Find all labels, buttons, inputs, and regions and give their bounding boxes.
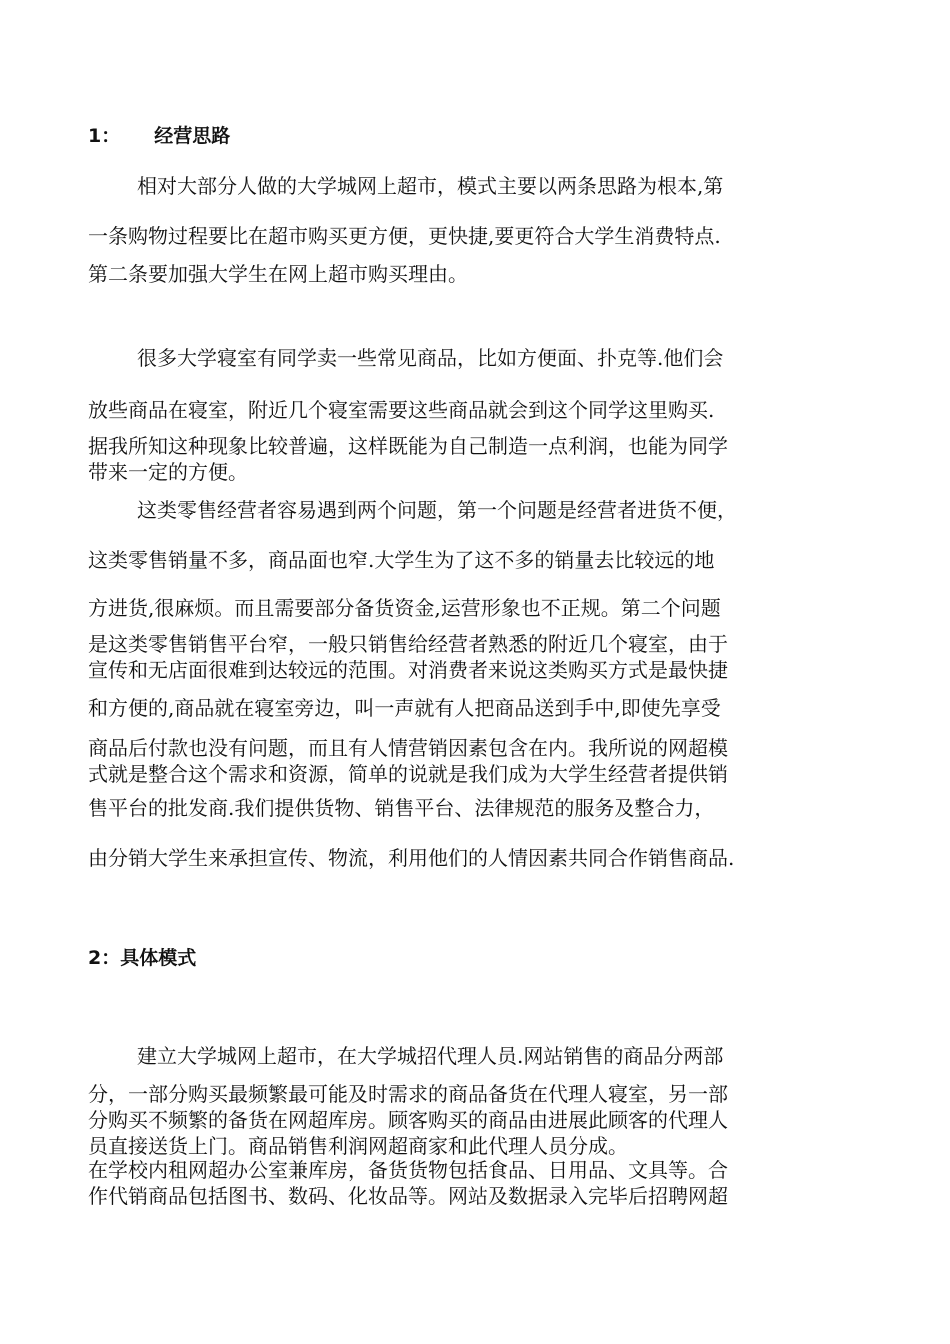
paragraph-line: 方进货,很麻烦。而且需要部分备货资金,运营形象也不正规。第二个问题 [88,596,721,620]
paragraph-line: 在学校内租网超办公室兼库房，备货货物包括食品、日用品、文具等。合 [88,1158,728,1182]
paragraph-line: 员直接送货上门。商品销售利润网超商家和此代理人员分成。 [88,1134,628,1158]
paragraph-line: 由分销大学生来承担宣传、物流，利用他们的人情因素共同合作销售商品. [88,846,735,870]
paragraph-line: 是这类零售销售平台窄，一般只销售给经营者熟悉的附近几个寝室，由于 [88,632,728,656]
paragraph-line: 很多大学寝室有同学卖一些常见商品，比如方便面、扑克等.他们会 [137,346,724,370]
section-1-title: 经营思路 [154,125,231,147]
paragraph-line: 一条购物过程要比在超市购买更方便，更快捷,要更符合大学生消费特点. [88,224,721,248]
paragraph-line: 放些商品在寝室，附近几个寝室需要这些商品就会到这个同学这里购买. [88,398,715,422]
paragraph-line: 带来一定的方便。 [88,460,248,484]
paragraph-line: 第二条要加强大学生在网上超市购买理由。 [88,262,468,286]
paragraph-line: 作代销商品包括图书、数码、化妆品等。网站及数据录入完毕后招聘网超 [88,1184,728,1208]
paragraph-line: 据我所知这种现象比较普遍，这样既能为自己制造一点利润，也能为同学 [88,434,728,458]
paragraph-line: 分购买不频繁的备货在网超库房。顾客购买的商品由进展此顾客的代理人 [88,1108,728,1132]
paragraph-line: 这类零售经营者容易遇到两个问题，第一个问题是经营者进货不便， [137,498,737,522]
paragraph-line: 这类零售销量不多，商品面也窄.大学生为了这不多的销量去比较远的地 [88,548,715,572]
paragraph-line: 宣传和无店面很难到达较远的范围。对消费者来说这类购买方式是最快捷 [88,658,728,682]
paragraph-line: 建立大学城网上超市，在大学城招代理人员.网站销售的商品分两部 [137,1044,724,1068]
paragraph-line: 分，一部分购买最频繁最可能及时需求的商品备货在代理人寝室，另一部 [88,1082,728,1106]
paragraph-line: 商品后付款也没有问题，而且有人情营销因素包含在内。我所说的网超模 [88,736,728,760]
section-2-heading [88,946,196,970]
paragraph-line: 售平台的批发商.我们提供货物、销售平台、法律规范的服务及整合力， [88,796,715,820]
paragraph-line: 式就是整合这个需求和资源，简单的说就是我们成为大学生经营者提供销 [88,762,728,786]
section-1-number: 1： [88,125,121,147]
paragraph-line: 相对大部分人做的大学城网上超市，模式主要以两条思路为根本,第 [137,174,724,198]
section-2-title: 具体模式 [120,947,197,969]
paragraph-line: 和方便的,商品就在寝室旁边，叫一声就有人把商品送到手中,即使先享受 [88,696,721,720]
section-1-heading [88,124,230,148]
section-2-number: 2： [88,947,121,969]
